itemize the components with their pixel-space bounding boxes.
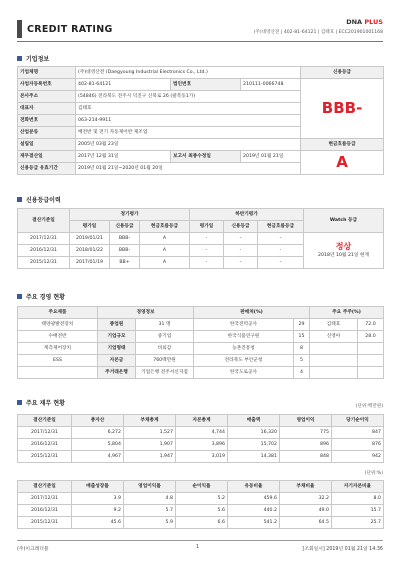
fin-cell: 942 bbox=[332, 451, 384, 463]
watch-grade-cell bbox=[304, 233, 384, 269]
brand-logo bbox=[346, 18, 383, 26]
history-watch-header: Watch 등급 bbox=[304, 209, 384, 233]
cash-grade-label: 현금흐름등급 bbox=[301, 139, 384, 151]
history-date: 2017/01/19 bbox=[70, 257, 110, 269]
fin-cell: 847 bbox=[332, 427, 384, 439]
corp-no-value: 210111-0066748 bbox=[241, 79, 301, 91]
table-row bbox=[18, 343, 384, 355]
section-management bbox=[17, 292, 65, 301]
ratio-cell: 440.2 bbox=[228, 505, 280, 517]
table-row bbox=[18, 319, 384, 331]
history-sub-credit: 신용등급 bbox=[110, 221, 140, 233]
section-title: 주요 경영 현황 bbox=[26, 294, 65, 301]
empty-cell bbox=[358, 367, 384, 379]
credit-history-table bbox=[17, 208, 384, 269]
fin-header: 자본총계 bbox=[176, 415, 228, 427]
history-settle: 2016/12/31 bbox=[18, 245, 70, 257]
fin-header: 당기순이익 bbox=[332, 415, 384, 427]
fin-cell: 15,702 bbox=[228, 439, 280, 451]
fin-cell: 1,947 bbox=[124, 451, 176, 463]
history-cash: A bbox=[140, 257, 190, 269]
fin-header: 매출액 bbox=[228, 415, 280, 427]
fin-cell: 3,019 bbox=[176, 451, 228, 463]
brand-main: DNA bbox=[346, 18, 363, 26]
product-item: ESS bbox=[18, 355, 98, 367]
header-accent-bar bbox=[17, 20, 22, 38]
empty-cell bbox=[358, 355, 384, 367]
mgmt-label: 주거래은행 bbox=[98, 367, 136, 379]
fin-cell: 3,896 bbox=[176, 439, 228, 451]
company-name-value: (주)대영산전 (Daegyoung Industrial Electronics Co., Ltd.) bbox=[76, 67, 301, 79]
history-credit: BBB- bbox=[110, 245, 140, 257]
fin-cell: 16,320 bbox=[228, 427, 280, 439]
credit-grade-label: 신용등급 bbox=[301, 67, 384, 79]
table-row bbox=[18, 517, 384, 529]
section-company-info bbox=[17, 54, 49, 63]
buyer-name: 농촌진흥청 bbox=[194, 343, 294, 355]
history-adhoc-date: - bbox=[190, 257, 224, 269]
ratio-cell: 2017/12/31 bbox=[18, 493, 72, 505]
watch-date: 2018년 10월 21일 현재 bbox=[318, 252, 369, 258]
section-square-icon bbox=[17, 56, 22, 61]
history-settle: 2015/12/31 bbox=[18, 257, 70, 269]
buyer-pct: 15 bbox=[294, 331, 310, 343]
founded-label: 설립일 bbox=[18, 139, 76, 151]
fin-header: 결산기준일 bbox=[18, 415, 72, 427]
ratio-header: 매출성장률 bbox=[72, 481, 124, 493]
address-label: 본사주소 bbox=[18, 91, 76, 103]
ratio-cell: 4.8 bbox=[124, 493, 176, 505]
header-divider bbox=[17, 41, 383, 42]
biz-no-value: 402-81-64121 bbox=[76, 79, 171, 91]
fin-cell: 6,272 bbox=[72, 427, 124, 439]
settle-date-label: 재무결산일 bbox=[18, 151, 76, 163]
ratio-header: 순이익률 bbox=[176, 481, 228, 493]
mgmt-value: 31 명 bbox=[136, 319, 194, 331]
management-table bbox=[17, 306, 384, 379]
buyers-header: 판매처(%) bbox=[194, 307, 310, 319]
watch-status: 정상 bbox=[335, 241, 352, 251]
holder-pct: 72.0 bbox=[358, 319, 384, 331]
history-settle: 2017/12/31 bbox=[18, 233, 70, 245]
fin-cell: 876 bbox=[332, 439, 384, 451]
industry-label: 산업분류 bbox=[18, 127, 76, 139]
report-date-label: 보고서 최종수정일 bbox=[171, 151, 241, 163]
biz-no-label: 사업자등록번호 bbox=[18, 79, 76, 91]
mgmt-label: 자본금 bbox=[98, 355, 136, 367]
products-header: 주요제품 bbox=[18, 307, 98, 319]
history-sub-cash-2: 현금흐름등급 bbox=[258, 221, 304, 233]
ratio-header: 자기자본비율 bbox=[332, 481, 384, 493]
corp-no-label: 법인번호 bbox=[171, 79, 241, 91]
history-credit: BBB- bbox=[110, 233, 140, 245]
valid-period-value: 2019년 01월 21일~2020년 01월 20일 bbox=[76, 163, 301, 175]
ratio-cell: 5.7 bbox=[124, 505, 176, 517]
table-row bbox=[18, 427, 384, 439]
phone-value: 063-214-9911 bbox=[76, 115, 301, 127]
buyer-pct: 5 bbox=[294, 355, 310, 367]
ratio-unit: (단위:%) bbox=[364, 471, 383, 476]
ratio-cell: 15.7 bbox=[332, 505, 384, 517]
ratio-cell: 25.7 bbox=[332, 517, 384, 529]
history-sub-date-2: 평가일 bbox=[190, 221, 224, 233]
financial-table bbox=[17, 414, 384, 463]
industry-value: 배전반 및 전기 자동제어반 제조업 bbox=[76, 127, 301, 139]
fin-cell: 5,804 bbox=[72, 439, 124, 451]
fin-header: 영업이익 bbox=[280, 415, 332, 427]
buyer-name: 한국도로공사 bbox=[194, 367, 294, 379]
credit-grade-value: BBB- bbox=[301, 79, 384, 139]
section-title: 신용등급이력 bbox=[26, 197, 61, 204]
history-adhoc-credit: - bbox=[224, 245, 258, 257]
fin-cell: 775 bbox=[280, 427, 332, 439]
buyer-name: 한국전력공사 bbox=[194, 319, 294, 331]
footer-query-time: [조회일시] 2019년 01월 21일 14:36 bbox=[302, 547, 383, 552]
history-sub-date: 평가일 bbox=[70, 221, 110, 233]
settle-date-value: 2017년 12월 31일 bbox=[76, 151, 171, 163]
buyer-name: 한국식품연구원 bbox=[194, 331, 294, 343]
section-square-icon bbox=[17, 197, 22, 202]
mgmt-label: 기업형태 bbox=[98, 343, 136, 355]
history-adhoc-credit: - bbox=[224, 233, 258, 245]
table-row bbox=[18, 505, 384, 517]
ratio-table bbox=[17, 480, 384, 529]
ratio-header: 영업이익률 bbox=[124, 481, 176, 493]
history-date: 2018/01/22 bbox=[70, 245, 110, 257]
history-date: 2019/01/21 bbox=[70, 233, 110, 245]
product-item: 계측제어장치 bbox=[18, 343, 98, 355]
report-title: CREDIT RATING bbox=[27, 24, 113, 35]
ratio-cell: 3.9 bbox=[72, 493, 124, 505]
history-cash: A bbox=[140, 245, 190, 257]
buyer-name: 전라북도 부안군청 bbox=[194, 355, 294, 367]
ceo-label: 대표자 bbox=[18, 103, 76, 115]
history-sub-cash: 현금흐름등급 bbox=[140, 221, 190, 233]
section-square-icon bbox=[17, 294, 22, 299]
table-row bbox=[18, 439, 384, 451]
ratio-cell: 5.9 bbox=[124, 517, 176, 529]
history-adhoc-cash: - bbox=[258, 257, 304, 269]
ratio-cell: 32.2 bbox=[280, 493, 332, 505]
history-adhoc-credit: - bbox=[224, 257, 258, 269]
history-regular-header: 정기평가 bbox=[70, 209, 190, 221]
company-info-table bbox=[17, 66, 384, 175]
ratio-cell: 2015/12/31 bbox=[18, 517, 72, 529]
table-row bbox=[18, 367, 384, 379]
ratio-cell: 8.0 bbox=[332, 493, 384, 505]
history-adhoc-header: 하반기평가 bbox=[190, 209, 304, 221]
footer-page-number: 1 bbox=[196, 545, 200, 550]
fin-cell: 1,907 bbox=[124, 439, 176, 451]
ratio-header: 유동비율 bbox=[228, 481, 280, 493]
history-adhoc-cash: - bbox=[258, 245, 304, 257]
ratio-cell: 541.2 bbox=[228, 517, 280, 529]
financial-unit: (단위:백만원) bbox=[355, 404, 383, 409]
empty-cell bbox=[310, 367, 358, 379]
buyer-pct: 8 bbox=[294, 343, 310, 355]
fin-cell: 2016/12/31 bbox=[18, 439, 72, 451]
history-adhoc-date: - bbox=[190, 233, 224, 245]
fin-cell: 1,527 bbox=[124, 427, 176, 439]
history-cash: A bbox=[140, 233, 190, 245]
empty-cell bbox=[358, 343, 384, 355]
fin-cell: 2015/12/31 bbox=[18, 451, 72, 463]
phone-label: 전화번호 bbox=[18, 115, 76, 127]
section-title: 기업정보 bbox=[26, 56, 50, 63]
history-settle-header: 결산기준일 bbox=[18, 209, 70, 233]
mgmt-info-header: 경영정보 bbox=[98, 307, 194, 319]
ratio-cell: 64.5 bbox=[280, 517, 332, 529]
product-item: 수배전반 bbox=[18, 331, 98, 343]
fin-cell: 4,744 bbox=[176, 427, 228, 439]
address-value: (54846) 전라북도 전주시 덕진구 신북로 26 (팔복동1가) bbox=[76, 91, 301, 103]
history-credit: BB+ bbox=[110, 257, 140, 269]
ratio-cell: 6.6 bbox=[176, 517, 228, 529]
history-adhoc-date: - bbox=[190, 245, 224, 257]
section-financial bbox=[17, 398, 65, 407]
table-row bbox=[18, 355, 384, 367]
mgmt-label: 기업규모 bbox=[98, 331, 136, 343]
history-adhoc-cash: - bbox=[258, 233, 304, 245]
company-name-label: 기업체명 bbox=[18, 67, 76, 79]
report-date-value: 2019년 01월 21일 bbox=[241, 151, 301, 163]
table-row bbox=[18, 451, 384, 463]
history-sub-credit-2: 신용등급 bbox=[224, 221, 258, 233]
ratio-cell: 5.2 bbox=[176, 493, 228, 505]
ratio-header: 부채비율 bbox=[280, 481, 332, 493]
cash-grade-value: A bbox=[301, 151, 384, 175]
empty-cell bbox=[310, 343, 358, 355]
fin-cell: 4,967 bbox=[72, 451, 124, 463]
mgmt-label: 종업원 bbox=[98, 319, 136, 331]
buyer-pct: 4 bbox=[294, 367, 310, 379]
section-credit-history bbox=[17, 195, 61, 204]
ratio-cell: 49.0 bbox=[280, 505, 332, 517]
report-header bbox=[17, 18, 383, 40]
mgmt-value: 중기업 bbox=[136, 331, 194, 343]
fin-header: 총자산 bbox=[72, 415, 124, 427]
holder-name: 김태호 bbox=[310, 319, 358, 331]
holders-header: 주요 주주(%) bbox=[310, 307, 384, 319]
section-title: 주요 재무 현황 bbox=[26, 400, 65, 407]
ratio-cell: 9.2 bbox=[72, 505, 124, 517]
valid-period-label: 신용등급 유효기간 bbox=[18, 163, 76, 175]
empty-cell bbox=[18, 367, 98, 379]
fin-header: 부채총계 bbox=[124, 415, 176, 427]
fin-cell: 896 bbox=[280, 439, 332, 451]
empty-cell bbox=[310, 355, 358, 367]
footer-divider bbox=[17, 540, 383, 541]
ceo-value: 김태호 bbox=[76, 103, 301, 115]
product-item: 태양광발전장치 bbox=[18, 319, 98, 331]
section-square-icon bbox=[17, 400, 22, 405]
ratio-cell: 459.6 bbox=[228, 493, 280, 505]
ratio-cell: 45.6 bbox=[72, 517, 124, 529]
ratio-cell: 5.6 bbox=[176, 505, 228, 517]
buyer-pct: 29 bbox=[294, 319, 310, 331]
holder-pct: 28.0 bbox=[358, 331, 384, 343]
mgmt-value: 760백만원 bbox=[136, 355, 194, 367]
ratio-header: 결산기준일 bbox=[18, 481, 72, 493]
footer-publisher: (주)이크레더블 bbox=[17, 547, 49, 552]
table-row bbox=[18, 493, 384, 505]
table-row bbox=[18, 233, 384, 245]
brand-plus: PLUS bbox=[364, 18, 383, 26]
company-summary: (주)대영산전 | 402-81-64121 | 김태호 | ECC201901001168 bbox=[253, 30, 383, 35]
table-row bbox=[18, 331, 384, 343]
fin-cell: 2017/12/31 bbox=[18, 427, 72, 439]
mgmt-value: 기업은행 전주서신지점 bbox=[136, 367, 194, 379]
fin-cell: 848 bbox=[280, 451, 332, 463]
fin-cell: 14,381 bbox=[228, 451, 280, 463]
holder-name: 신영아 bbox=[310, 331, 358, 343]
ratio-cell: 2016/12/31 bbox=[18, 505, 72, 517]
mgmt-value: 비외감 bbox=[136, 343, 194, 355]
founded-value: 2005년 03월 23일 bbox=[76, 139, 301, 151]
